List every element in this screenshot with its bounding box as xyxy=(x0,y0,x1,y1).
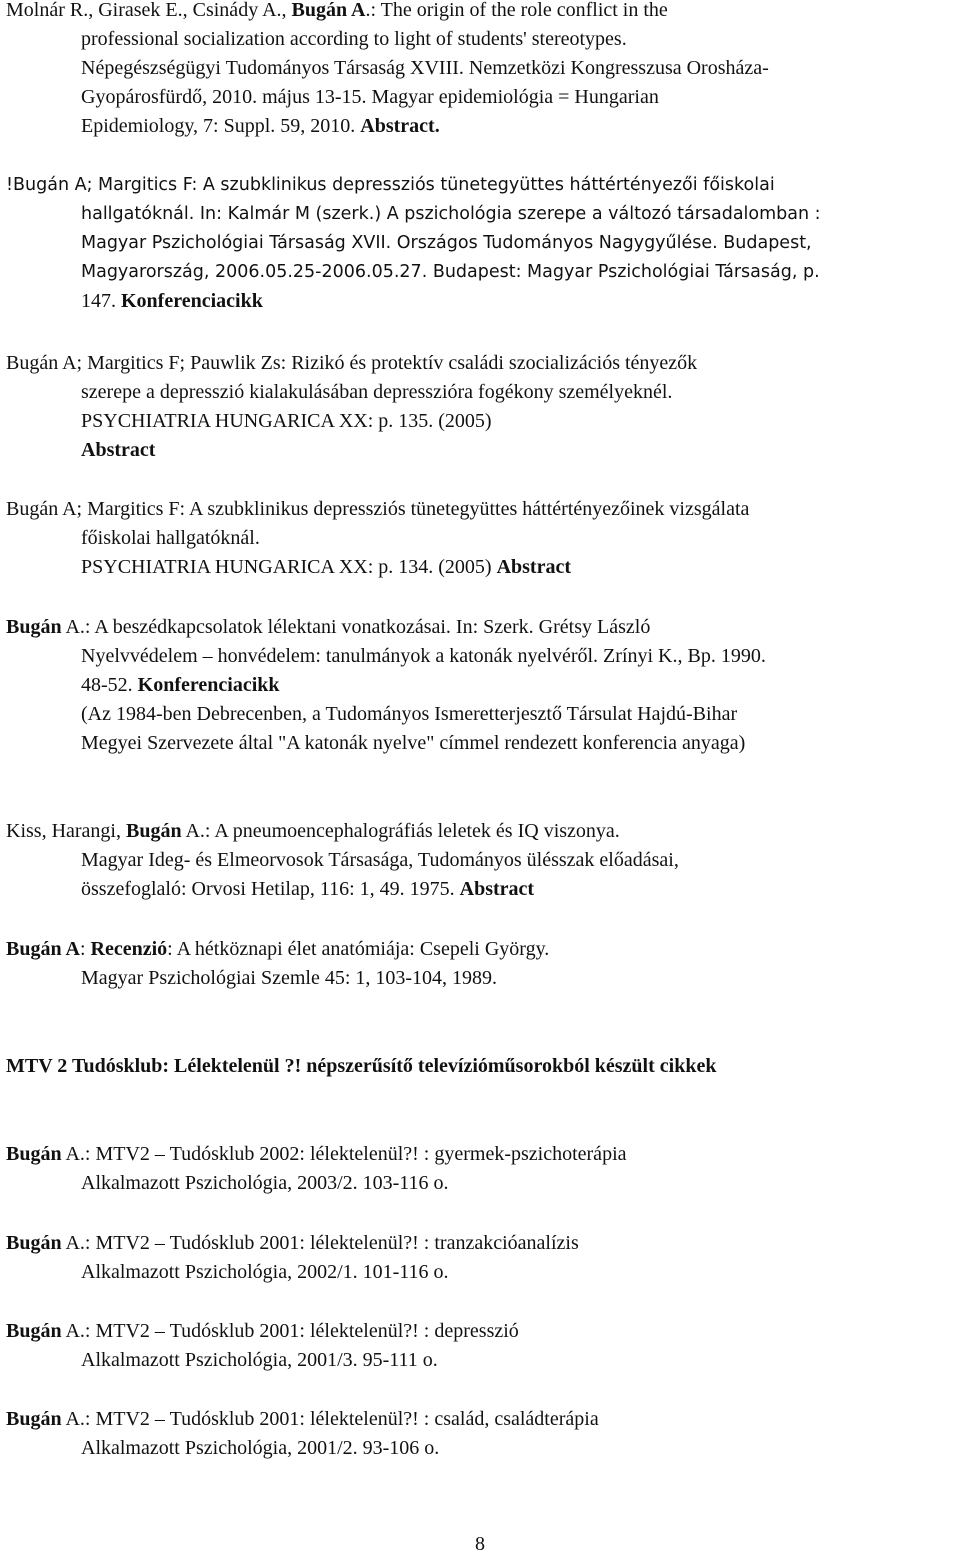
reference-entry xyxy=(6,0,946,141)
section-heading: MTV 2 Tudósklub: Lélektelenül ?! népszerűsítő televízióműsorokból készült cikkek xyxy=(6,1055,717,1077)
entry-line: !Bugán A; Margitics F: A szubklinikus depressziós tünetegyüttes háttértényezői főiskolai xyxy=(6,175,775,195)
reference-entry xyxy=(6,1140,946,1198)
entry-line: 147. Konferenciacikk xyxy=(81,290,263,312)
entry-line: Alkalmazott Pszichológia, 2003/2. 103-116 o. xyxy=(81,1172,449,1194)
reference-entry xyxy=(6,1317,946,1375)
entry-line: összefoglaló: Orvosi Hetilap, 116: 1, 49. 1975. Abstract xyxy=(81,878,535,900)
entry-line: Bugán A: Recenzió: A hétköznapi élet anatómiája: Csepeli György. xyxy=(6,938,550,960)
entry-line: Bugán A.: MTV2 – Tudósklub 2001: lélektelenül?! : depresszió xyxy=(6,1320,519,1342)
entry-line: (Az 1984-ben Debrecenben, a Tudományos Ismeretterjesztő Társulat Hajdú-Bihar xyxy=(81,703,738,725)
entry-line: Nyelvvédelem – honvédelem: tanulmányok a katonák nyelvéről. Zrínyi K., Bp. 1990. xyxy=(81,645,766,667)
entry-line: Magyar Ideg- és Elmeorvosok Társasága, Tudományos ülésszak előadásai, xyxy=(81,849,679,871)
entry-line: PSYCHIATRIA HUNGARICA XX: p. 135. (2005) xyxy=(81,410,492,432)
reference-entry xyxy=(6,613,946,758)
entry-line: 48-52. Konferenciacikk xyxy=(81,674,280,696)
entry-line: Alkalmazott Pszichológia, 2001/2. 93-106 o. xyxy=(81,1437,440,1459)
reference-entry xyxy=(6,935,946,993)
entry-line: Molnár R., Girasek E., Csinády A., Bugán A.: The origin of the role conflict in the xyxy=(6,0,668,21)
reference-entry xyxy=(6,817,946,904)
reference-entry xyxy=(6,495,946,582)
entry-line: professional socialization according to light of students' stereotypes. xyxy=(81,28,627,50)
entry-line: Bugán A.: MTV2 – Tudósklub 2001: lélektelenül?! : tranzakcióanalízis xyxy=(6,1232,579,1254)
entry-line: Megyei Szervezete által "A katonák nyelve" címmel rendezett konferencia anyaga) xyxy=(81,732,746,754)
entry-line: PSYCHIATRIA HUNGARICA XX: p. 134. (2005) Abstract xyxy=(81,556,572,578)
entry-line: főiskolai hallgatóknál. xyxy=(81,527,260,549)
reference-entry xyxy=(6,1229,946,1287)
entry-line: Gyopárosfürdő, 2010. május 13-15. Magyar epidemiológia = Hungarian xyxy=(81,86,659,108)
entry-line: Epidemiology, 7: Suppl. 59, 2010. Abstract. xyxy=(81,115,440,137)
entry-line: Magyar Pszichológiai Szemle 45: 1, 103-104, 1989. xyxy=(81,967,498,989)
entry-line: hallgatóknál. In: Kalmár M (szerk.) A pszichológia szerepe a változó társadalomban : xyxy=(81,204,821,224)
entry-line: Bugán A; Margitics F: A szubklinikus depressziós tünetegyüttes háttértényezőinek vizsgálata xyxy=(6,498,750,520)
reference-entry xyxy=(6,1405,946,1463)
entry-line: szerepe a depresszió kialakulásában depresszióra fogékony személyeknél. xyxy=(81,381,673,403)
page-number: 8 xyxy=(475,1533,485,1555)
reference-entry xyxy=(6,349,946,465)
entry-line: Népegészségügyi Tudományos Társaság XVIII. Nemzetközi Kongresszusa Orosháza- xyxy=(81,57,769,79)
entry-line: Bugán A.: MTV2 – Tudósklub 2002: lélektelenül?! : gyermek-pszichoterápia xyxy=(6,1143,627,1165)
entry-line: Alkalmazott Pszichológia, 2001/3. 95-111 o. xyxy=(81,1349,438,1371)
reference-entry xyxy=(6,171,946,316)
entry-line: Magyarország, 2006.05.25-2006.05.27. Budapest: Magyar Pszichológiai Társaság, p. xyxy=(81,262,820,282)
entry-line: Bugán A.: A beszédkapcsolatok lélektani vonatkozásai. In: Szerk. Grétsy László xyxy=(6,616,651,638)
entry-line: Kiss, Harangi, Bugán A.: A pneumoencephalográfiás leletek és IQ viszonya. xyxy=(6,820,620,842)
entry-line: Alkalmazott Pszichológia, 2002/1. 101-116 o. xyxy=(81,1261,449,1283)
entry-line: Bugán A.: MTV2 – Tudósklub 2001: lélektelenül?! : család, családterápia xyxy=(6,1408,599,1430)
entry-line: Magyar Pszichológiai Társaság XVII. Országos Tudományos Nagygyűlése. Budapest, xyxy=(81,233,812,253)
entry-line: Abstract xyxy=(81,439,156,461)
entry-line: Bugán A; Margitics F; Pauwlik Zs: Rizikó és protektív családi szocializációs tényezők xyxy=(6,352,698,374)
